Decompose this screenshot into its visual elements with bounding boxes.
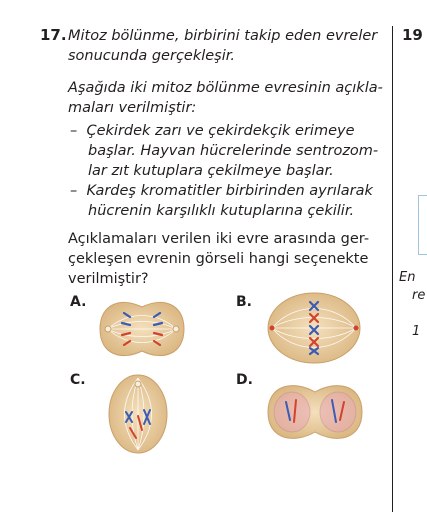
right-column-fragment-2: re <box>412 288 426 303</box>
option-a-label[interactable]: A. <box>70 294 87 310</box>
question-prompt-line-1: Açıklamaları verilen iki evre arasında ger- <box>68 231 370 247</box>
bullet-dash: – <box>70 123 78 139</box>
column-divider <box>392 26 393 512</box>
right-column-fragment-1: En <box>399 270 416 285</box>
option-c-label[interactable]: C. <box>70 372 86 388</box>
bullet-1-line-2: başlar. Hayvan hücrelerinde sentrozom- <box>88 143 379 159</box>
option-d-label[interactable]: D. <box>236 372 253 388</box>
option-a-cell-image[interactable] <box>92 293 192 365</box>
next-question-number: 19 <box>402 26 423 44</box>
bullet-2-line-2: hücrenin karşılıklı kutuplarına çekilir. <box>88 203 355 219</box>
question-intro-line-1: Aşağıda iki mitoz bölünme evresinin açıkla- <box>68 80 383 96</box>
option-b-cell-image[interactable] <box>264 290 364 366</box>
option-d-cell-image[interactable] <box>262 376 368 448</box>
bullet-1-line-1 <box>70 121 355 141</box>
bullet-text: Kardeş kromatitler birbirinden ayrılarak <box>86 183 373 199</box>
option-c-cell-image[interactable] <box>106 372 170 456</box>
question-stem-line-2: sonucunda gerçekleşir. <box>68 48 236 64</box>
right-column-box-edge <box>418 195 427 255</box>
question-prompt-line-3: verilmiştir? <box>68 271 149 287</box>
right-column-fragment-3: 1 <box>412 324 421 339</box>
question-stem-line-1: Mitoz bölünme, birbirini takip eden evreler <box>68 28 378 44</box>
option-b-label[interactable]: B. <box>236 294 252 310</box>
bullet-1-line-3: lar zıt kutuplara çekilmeye başlar. <box>88 163 334 179</box>
question-intro-line-2: maları verilmiştir: <box>68 100 197 116</box>
bullet-2-line-1 <box>70 181 373 201</box>
question-prompt-line-2: çekleşen evrenin görseli hangi seçenekte <box>68 251 369 267</box>
question-number: 17. <box>40 26 67 44</box>
bullet-dash: – <box>70 183 78 199</box>
bullet-text: Çekirdek zarı ve çekirdekçik erimeye <box>86 123 355 139</box>
